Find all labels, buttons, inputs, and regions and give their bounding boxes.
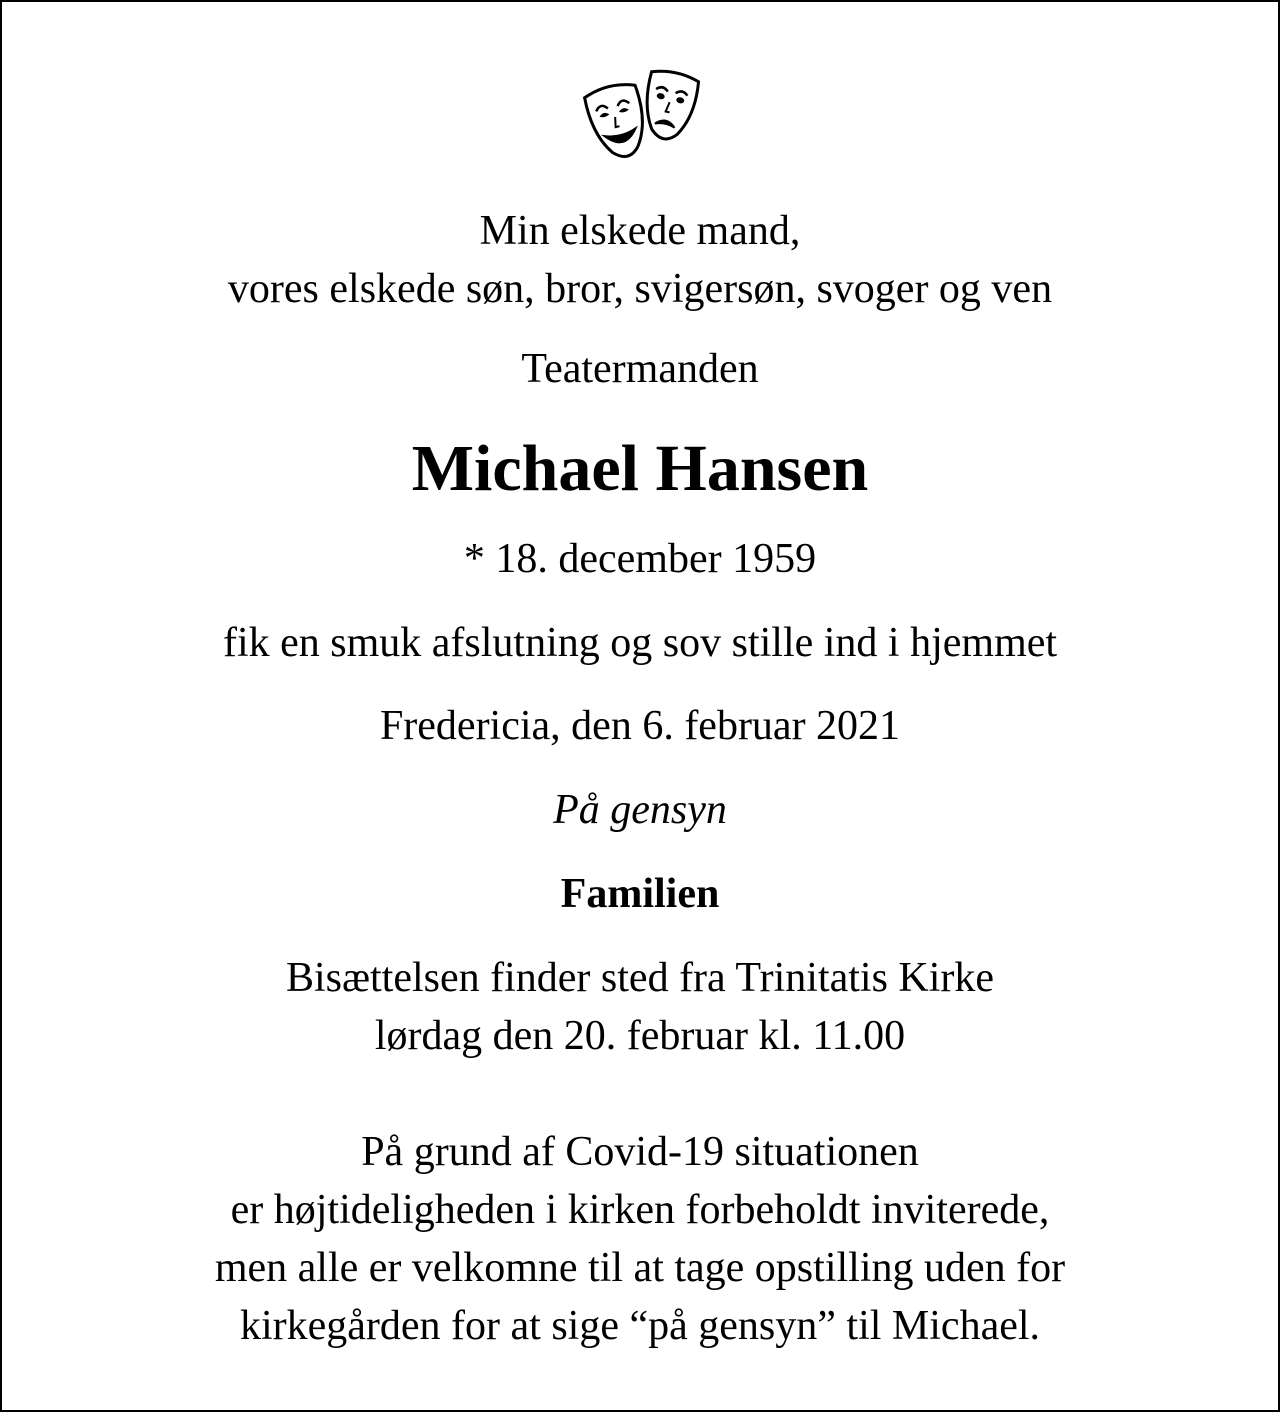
birth-date: * 18. december 1959 <box>463 536 817 582</box>
covid-line-4: kirkegården for at sige “på gensyn” til Michael. <box>239 1303 1041 1349</box>
deceased-name: Michael Hansen <box>411 432 869 505</box>
covid-line-2: er højtideligheden i kirken forbeholdt inviterede, <box>230 1187 1050 1233</box>
place-and-date: Fredericia, den 6. februar 2021 <box>379 703 901 749</box>
passing-text: fik en smuk afslutning og sov stille ind i hjemmet <box>222 620 1058 666</box>
farewell-text: På gensyn <box>553 787 727 833</box>
signature: Familien <box>560 871 720 917</box>
intro-line-1: Min elskede mand, <box>479 208 801 254</box>
funeral-line-1: Bisættelsen finder sted fra Trinitatis Kirke <box>285 955 995 1001</box>
theater-masks-icon <box>580 66 704 172</box>
covid-line-1: På grund af Covid-19 situationen <box>361 1129 919 1175</box>
title-line: Teatermanden <box>521 346 759 392</box>
covid-line-3: men alle er velkomne til at tage opstilling uden for <box>214 1245 1066 1291</box>
intro-line-2: vores elskede søn, bror, svigersøn, svoger og ven <box>227 266 1053 312</box>
funeral-line-2: lørdag den 20. februar kl. 11.00 <box>374 1013 906 1059</box>
